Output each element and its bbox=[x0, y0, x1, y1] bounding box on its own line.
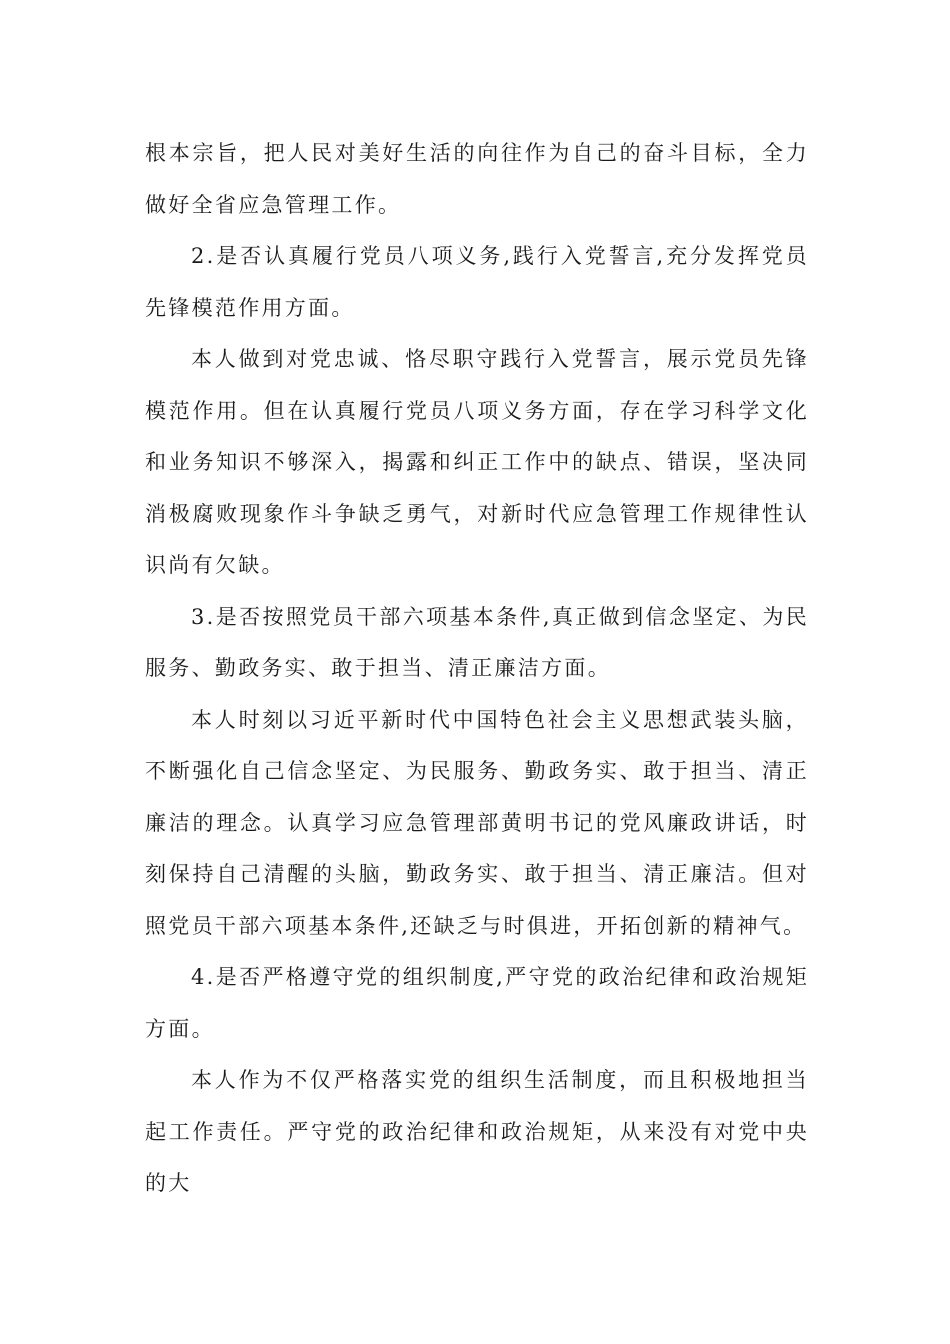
question-heading-2: 2.是否认真履行党员八项义务,践行入党誓言,充分发挥党员先锋模范作用方面。 bbox=[145, 244, 809, 320]
paragraph-continuation: 根本宗旨，把人民对美好生活的向往作为自己的奋斗目标，全力做好全省应急管理工作。 bbox=[145, 141, 809, 217]
question-heading-3: 3.是否按照党员干部六项基本条件,真正做到信念坚定、为民服务、勤政务实、敢于担当、清正廉洁方面。 bbox=[145, 604, 809, 680]
document-body bbox=[145, 128, 809, 1210]
question-heading-4: 4.是否严格遵守党的组织制度,严守党的政治纪律和政治规矩方面。 bbox=[145, 965, 809, 1041]
answer-paragraph-2: 本人做到对党忠诚、恪尽职守践行入党誓言，展示党员先锋模范作用。但在认真履行党员八项义务方面，存在学习科学文化和业务知识不够深入，揭露和纠正工作中的缺点、错误，坚决同消极腐败现象作斗争缺乏勇气，对新时代应急管理工作规律性认识尚有欠缺。 bbox=[145, 347, 809, 577]
answer-paragraph-4: 本人作为不仅严格落实党的组织生活制度，而且积极地担当起工作责任。严守党的政治纪律和政治规矩，从来没有对党中央的大 bbox=[145, 1068, 809, 1195]
answer-paragraph-3: 本人时刻以习近平新时代中国特色社会主义思想武装头脑，不断强化自己信念坚定、为民服务、勤政务实、敢于担当、清正廉洁的理念。认真学习应急管理部黄明书记的党风廉政讲话，时刻保持自己清醒的头脑，勤政务实、敢于担当、清正廉洁。但对照党员干部六项基本条件,还缺乏与时俱进，开拓创新的精神气。 bbox=[145, 707, 809, 938]
